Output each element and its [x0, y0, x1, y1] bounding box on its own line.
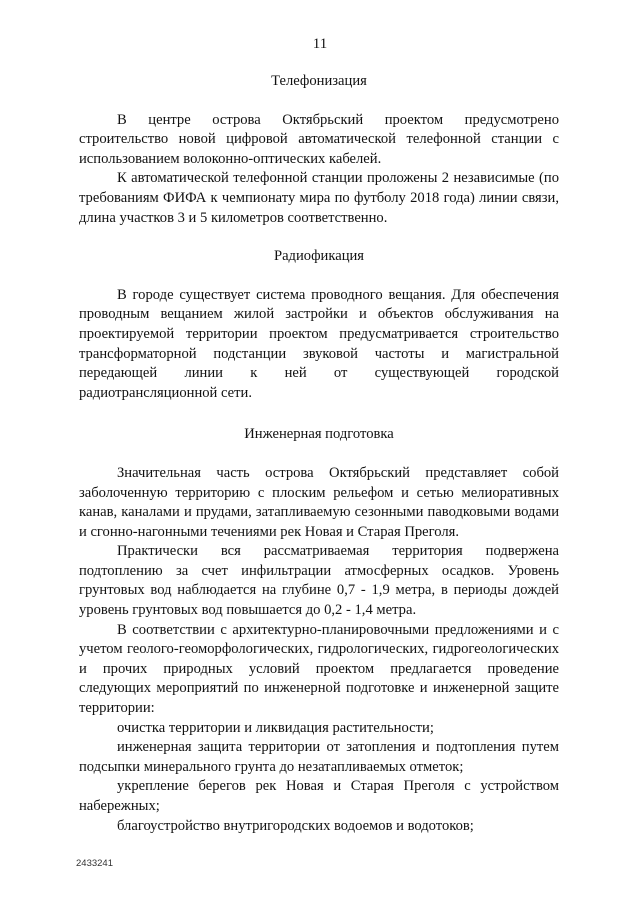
paragraph: В центре острова Октябрьский проектом предусмотрено строительство новой цифровой автоматической телефонной станции с использованием волоконно-оптических кабелей.	[79, 111, 559, 167]
list-item: очистка территории и ликвидация растительности;	[117, 719, 434, 736]
paragraph: Значительная часть острова Октябрьский представляет собой заболоченную территорию с плоским рельефом и сетью мелиоративных канав, каналами и прудами, затапливаемую сезонными паводковыми водами и сгонно-нагонными течениями рек Новая и Старая Преголя.	[79, 464, 559, 540]
page-number: 11	[312, 36, 328, 52]
document-body	[79, 72, 559, 836]
document-code: 2433241	[76, 858, 113, 869]
paragraph: К автоматической телефонной станции проложены 2 независимые (по требованиям ФИФА к чемпионату мира по футболу 2018 года) линии связи, длина участков 3 и 5 километров соответственно.	[79, 170, 559, 226]
paragraph: В соответствии с архитектурно-планировочными предложениями и с учетом геолого-геоморфологических, гидрологических, гидрогеологических и прочих природных условий проектом предлагается проведение следующих мероприятий по инженерной подготовке и инженерной защите территории:	[79, 621, 559, 717]
paragraph: Практически вся рассматриваемая территория подвержена подтоплению за счет инфильтрации атмосферных осадков. Уровень грунтовых вод наблюдается на глубине 0,7 - 1,9 метра, в периоды дождей уровень грунтовых вод повышается до 0,2 - 1,4 метра.	[79, 543, 559, 619]
section-telephony	[79, 72, 559, 228]
section-radio	[79, 247, 559, 403]
section-engineering	[79, 425, 559, 836]
section-heading-telephony: Телефонизация	[271, 73, 367, 89]
list-item: благоустройство внутригородских водоемов и водотоков;	[117, 817, 474, 834]
list-item: инженерная защита территории от затопления и подтопления путем подсыпки минерального грунта до незатапливаемых отметок;	[79, 739, 559, 775]
list-item: укрепление берегов рек Новая и Старая Преголя с устройством набережных;	[79, 778, 559, 814]
section-heading-radio: Радиофикация	[273, 248, 365, 265]
paragraph: В городе существует система проводного вещания. Для обеспечения проводным вещанием жилой застройки и объектов обслуживания на проектируемой территории проектом предусматривается строительство трансформаторной подстанции звуковой частоты и магистральной передающей линии к ней от существующей городской радиотрансляционной сети.	[79, 286, 559, 401]
section-heading-engineering: Инженерная подготовка	[244, 426, 394, 443]
